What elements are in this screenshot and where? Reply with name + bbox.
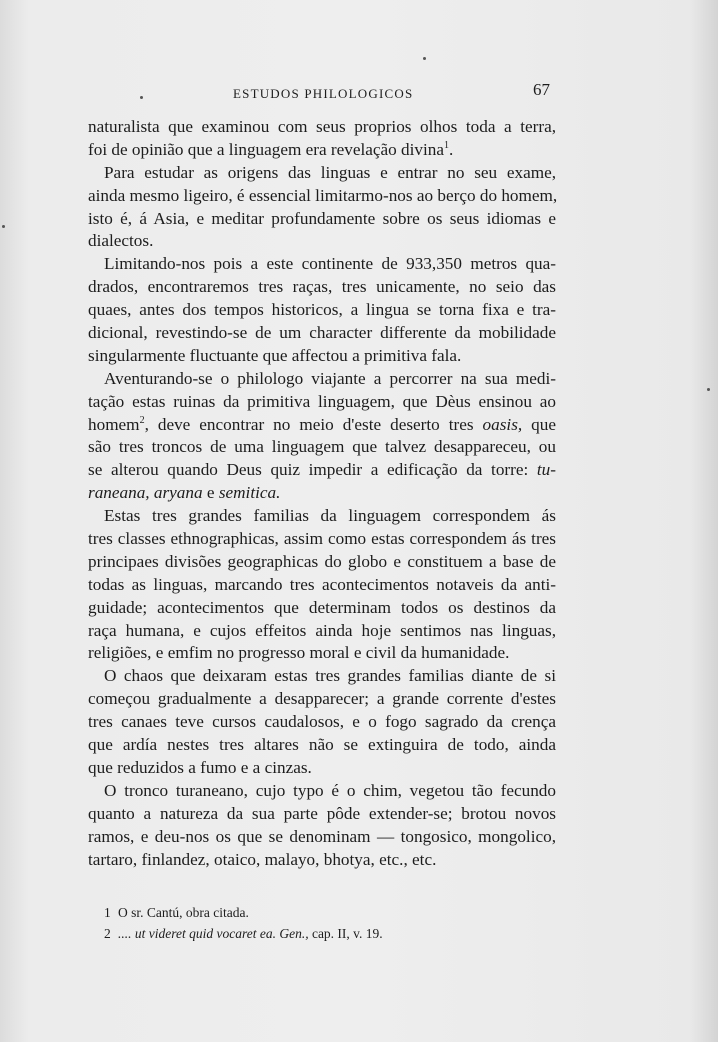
text-line	[88, 780, 556, 803]
text-line	[88, 436, 556, 459]
paragraph	[88, 162, 556, 254]
text-line	[88, 482, 556, 505]
paragraph	[88, 253, 556, 367]
text-run: .	[449, 139, 454, 159]
text-line	[88, 528, 556, 551]
text-line	[88, 253, 556, 276]
text-run: dialectos.	[88, 231, 154, 251]
text-run: oasis,	[482, 414, 523, 434]
text-line	[88, 803, 556, 826]
text-line	[88, 162, 556, 185]
text-line	[88, 551, 556, 574]
text-run: O tronco turaneano, cujo typo é o chim, vegetou tão fecundo	[104, 780, 556, 800]
text-line	[88, 459, 556, 482]
text-run: que reduzidos a fumo e a cinzas.	[88, 757, 312, 777]
text-line	[88, 322, 556, 345]
text-run: todas as linguas, marcando tres acontecimentos notaveis da anti-	[88, 574, 556, 594]
text-run: drados, encontraremos tres raças, tres unicamente, no seio das	[88, 277, 556, 297]
text-run: que	[522, 414, 556, 434]
text-run: começou gradualmente a desapparecer; a grande corrente d'estes	[88, 689, 556, 709]
text-run: são tres troncos de uma linguagem que talvez desappareceu, ou	[88, 437, 556, 457]
text-run: , deve encontrar no meio d'este deserto tres	[144, 414, 483, 434]
text-run: ramos, e deu-nos os que se denominam — tongosico, mongolico,	[88, 826, 556, 846]
text-run: ainda mesmo ligeiro, é essencial limitarmo-nos ao berço do homem,	[88, 185, 558, 205]
text-line	[88, 826, 556, 849]
text-line	[88, 711, 556, 734]
text-line	[88, 414, 556, 437]
page-header	[88, 80, 556, 104]
print-speck	[707, 388, 710, 391]
text-line	[88, 505, 556, 528]
text-run: tres canaes teve cursos caudalosos, e o fogo sagrado da crença	[88, 712, 556, 732]
text-line	[88, 642, 556, 665]
footnote-number: 1	[104, 905, 111, 920]
text-run: Limitando-nos pois a este continente de 933,350 metros qua-	[104, 254, 556, 274]
text-run: isto é, á Asia, e meditar profundamente sobre os seus idiomas e	[88, 208, 556, 228]
print-speck	[423, 57, 426, 60]
text-run: O chaos que deixaram estas tres grandes familias diante de si	[104, 666, 556, 686]
text-run: Aventurando-se o philologo viajante a percorrer na sua medi-	[104, 368, 556, 388]
text-run: tação estas ruinas da primitiva linguagem, que Dèus ensinou ao	[88, 391, 556, 411]
text-run: quaes, antes dos tempos historicos, a lingua se torna fixa e tra-	[88, 300, 556, 320]
paragraph	[88, 116, 556, 162]
text-run: principaes divisões geographicas do globo e constituem a base de	[88, 551, 556, 571]
footnotes	[104, 902, 544, 944]
text-line	[88, 368, 556, 391]
paragraph	[88, 780, 556, 872]
text-run: tu-	[536, 460, 556, 480]
paragraph	[88, 665, 556, 779]
running-title: ESTUDOS PHILOLOGICOS	[233, 86, 414, 101]
paragraph	[88, 505, 556, 665]
text-run: se alterou quando Deus quiz impedir a edificação da torre:	[88, 460, 537, 480]
text-run: .... ut videret quid vocaret ea. Gen.,	[118, 926, 309, 941]
text-run: dicional, revestindo-se de um character differente da mobilidade	[88, 323, 556, 343]
print-speck	[140, 96, 143, 99]
text-line	[88, 185, 556, 208]
text-run: quanto a natureza da sua parte pôde extender-se; brotou novos	[88, 803, 556, 823]
footnote	[104, 902, 544, 923]
text-run: raneana, aryana	[88, 483, 203, 503]
text-run: singularmente fluctuante que affectou a primitiva fala.	[88, 345, 462, 365]
text-run: tres classes ethnographicas, assim como estas correspondem ás tres	[88, 529, 556, 549]
text-line	[88, 849, 556, 872]
text-run: guidade; acontecimentos que determinam todos os destinos da	[88, 597, 556, 617]
print-speck	[2, 225, 5, 228]
text-line	[88, 208, 556, 231]
body-text	[88, 116, 556, 871]
text-line	[88, 688, 556, 711]
text-run: cap. II, v. 19.	[308, 926, 383, 941]
text-run: O sr. Cantú, obra citada.	[118, 905, 249, 920]
text-line	[88, 299, 556, 322]
text-run: Estas tres grandes familias da linguagem correspondem ás	[104, 506, 556, 526]
text-line	[88, 139, 556, 162]
footnote-marker: 2	[139, 414, 145, 426]
text-run: foi de opinião que a linguagem era revelação divina	[88, 139, 445, 159]
text-line	[88, 757, 556, 780]
text-line	[88, 391, 556, 414]
footnote-number: 2	[104, 926, 111, 941]
text-run: naturalista que examinou com seus proprios olhos toda a terra,	[88, 117, 556, 136]
footnote-marker: 1	[444, 139, 450, 151]
footnote	[104, 923, 544, 944]
text-run: religiões, e emfim no progresso moral e civil da humanidade.	[88, 643, 510, 663]
text-run: que ardía nestes tres altares não se extinguira de todo, ainda	[88, 735, 556, 755]
text-run: Para estudar as origens das linguas e entrar no seu exame,	[104, 162, 556, 182]
text-run: tartaro, finlandez, otaico, malayo, bhotya, etc., etc.	[88, 849, 437, 869]
text-line	[88, 230, 556, 253]
page-number: 67	[533, 80, 550, 99]
text-line	[88, 276, 556, 299]
text-run: homem	[88, 414, 140, 434]
text-line	[88, 597, 556, 620]
text-run: raça humana, e cujos effeitos ainda hoje sentimos nas linguas,	[88, 620, 556, 640]
text-line	[88, 734, 556, 757]
text-run: e	[202, 483, 219, 503]
text-line	[88, 345, 556, 368]
text-line	[88, 574, 556, 597]
paragraph	[88, 368, 556, 505]
text-run: semitica.	[218, 483, 281, 503]
text-line	[88, 116, 556, 139]
text-line	[88, 665, 556, 688]
text-line	[88, 620, 556, 643]
